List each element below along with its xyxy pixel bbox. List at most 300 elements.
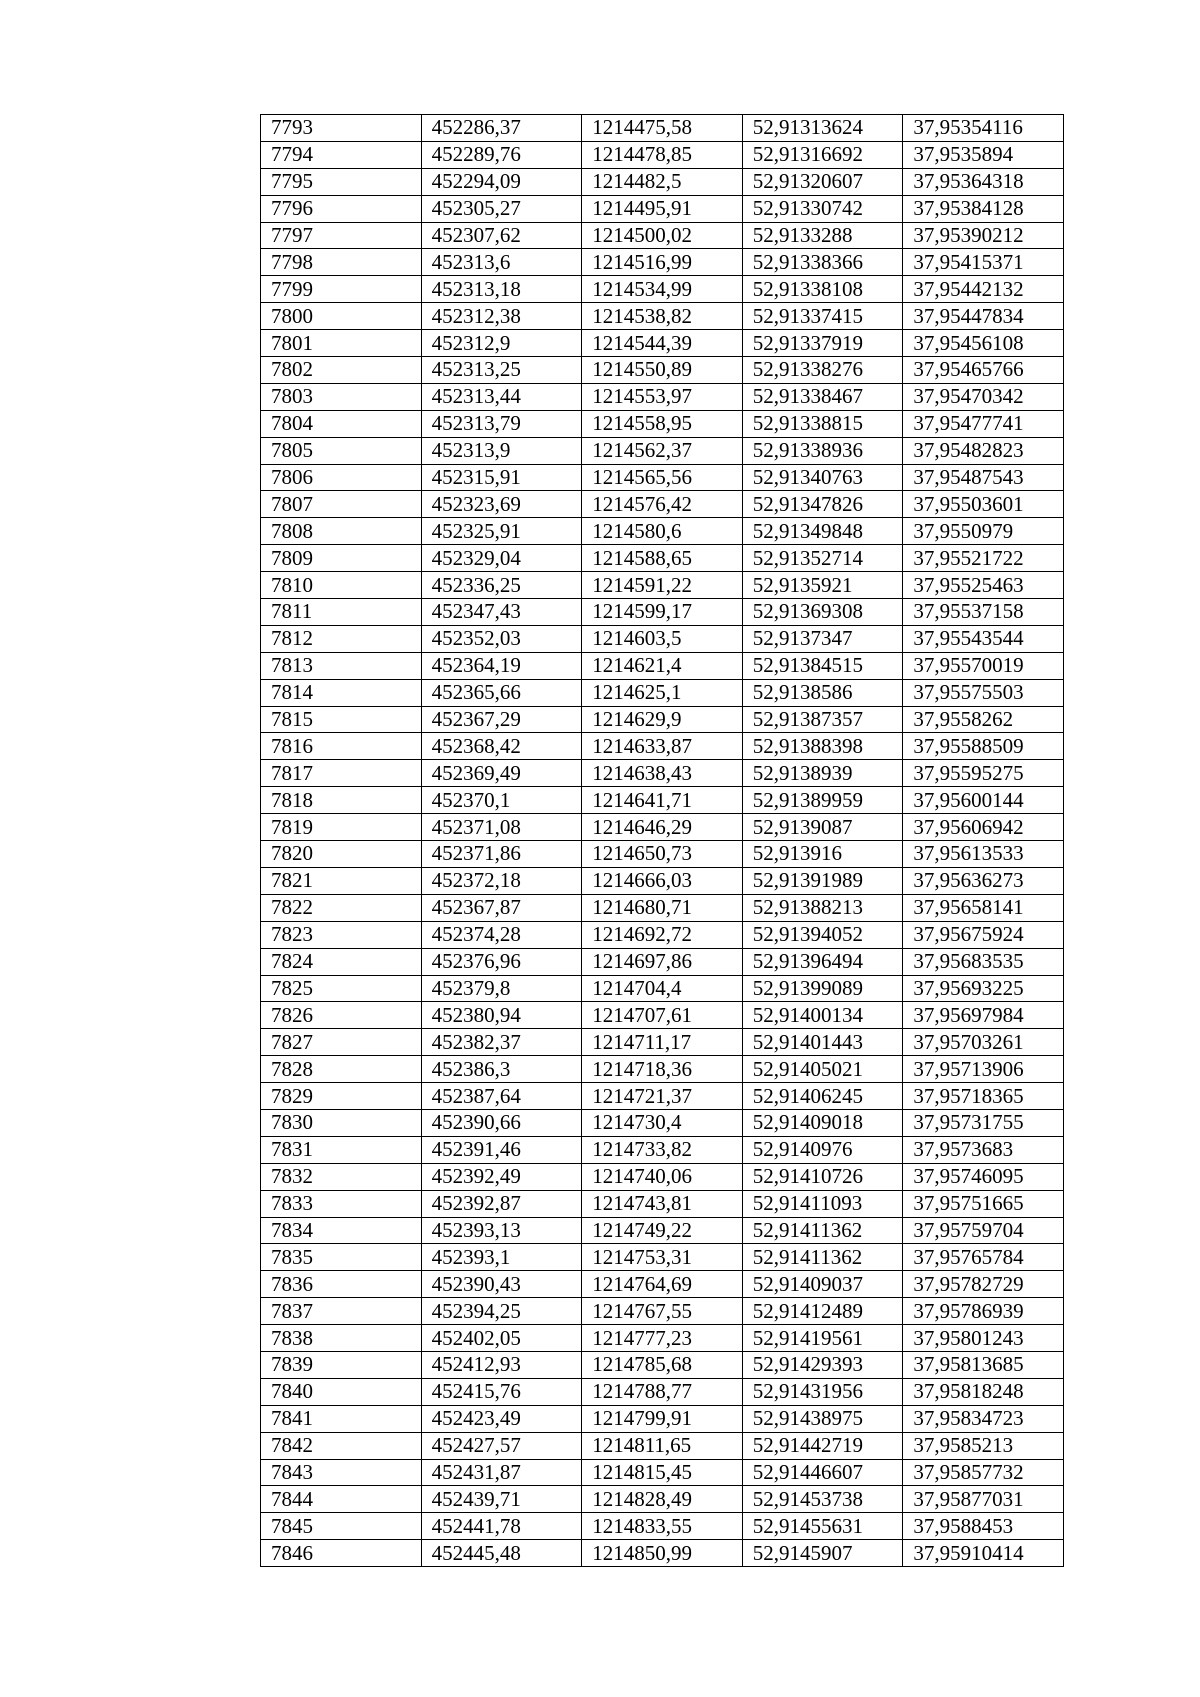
point-number-cell: 7806	[261, 464, 422, 491]
latitude-cell: 52,91384515	[742, 652, 903, 679]
latitude-cell: 52,91388398	[742, 733, 903, 760]
longitude-cell: 37,95521722	[903, 545, 1064, 572]
latitude-cell: 52,91455631	[742, 1513, 903, 1540]
x-coordinate-cell: 452390,43	[421, 1271, 582, 1298]
point-number-cell: 7845	[261, 1513, 422, 1540]
latitude-cell: 52,91337415	[742, 303, 903, 330]
longitude-cell: 37,95364318	[903, 168, 1064, 195]
y-coordinate-cell: 1214576,42	[582, 491, 743, 518]
point-number-cell: 7839	[261, 1351, 422, 1378]
x-coordinate-cell: 452313,18	[421, 276, 582, 303]
longitude-cell: 37,95543544	[903, 625, 1064, 652]
x-coordinate-cell: 452305,27	[421, 195, 582, 222]
y-coordinate-cell: 1214767,55	[582, 1298, 743, 1325]
latitude-cell: 52,9137347	[742, 625, 903, 652]
longitude-cell: 37,9585213	[903, 1432, 1064, 1459]
longitude-cell: 37,95693225	[903, 975, 1064, 1002]
latitude-cell: 52,91442719	[742, 1432, 903, 1459]
latitude-cell: 52,91400134	[742, 1002, 903, 1029]
latitude-cell: 52,91401443	[742, 1029, 903, 1056]
point-number-cell: 7841	[261, 1405, 422, 1432]
x-coordinate-cell: 452376,96	[421, 948, 582, 975]
longitude-cell: 37,95786939	[903, 1298, 1064, 1325]
table-row	[261, 1109, 1064, 1136]
table-row	[261, 115, 1064, 142]
y-coordinate-cell: 1214733,82	[582, 1136, 743, 1163]
point-number-cell: 7794	[261, 141, 422, 168]
table-row	[261, 330, 1064, 357]
longitude-cell: 37,95818248	[903, 1378, 1064, 1405]
y-coordinate-cell: 1214764,69	[582, 1271, 743, 1298]
longitude-cell: 37,95456108	[903, 330, 1064, 357]
latitude-cell: 52,91399089	[742, 975, 903, 1002]
y-coordinate-cell: 1214730,4	[582, 1109, 743, 1136]
latitude-cell: 52,91411093	[742, 1190, 903, 1217]
longitude-cell: 37,95703261	[903, 1029, 1064, 1056]
point-number-cell: 7822	[261, 894, 422, 921]
point-number-cell: 7826	[261, 1002, 422, 1029]
point-number-cell: 7821	[261, 867, 422, 894]
latitude-cell: 52,91396494	[742, 948, 903, 975]
table-row	[261, 1217, 1064, 1244]
latitude-cell: 52,91389959	[742, 787, 903, 814]
point-number-cell: 7804	[261, 410, 422, 437]
x-coordinate-cell: 452423,49	[421, 1405, 582, 1432]
table-row	[261, 195, 1064, 222]
point-number-cell: 7836	[261, 1271, 422, 1298]
y-coordinate-cell: 1214550,89	[582, 357, 743, 384]
table-row	[261, 572, 1064, 599]
latitude-cell: 52,91411362	[742, 1244, 903, 1271]
longitude-cell: 37,95765784	[903, 1244, 1064, 1271]
x-coordinate-cell: 452386,3	[421, 1056, 582, 1083]
x-coordinate-cell: 452390,66	[421, 1109, 582, 1136]
y-coordinate-cell: 1214475,58	[582, 115, 743, 142]
longitude-cell: 37,9535894	[903, 141, 1064, 168]
point-number-cell: 7831	[261, 1136, 422, 1163]
latitude-cell: 52,91409018	[742, 1109, 903, 1136]
x-coordinate-cell: 452412,93	[421, 1351, 582, 1378]
table-row	[261, 652, 1064, 679]
longitude-cell: 37,95718365	[903, 1083, 1064, 1110]
point-number-cell: 7842	[261, 1432, 422, 1459]
y-coordinate-cell: 1214638,43	[582, 760, 743, 787]
x-coordinate-cell: 452387,64	[421, 1083, 582, 1110]
point-number-cell: 7820	[261, 841, 422, 868]
point-number-cell: 7803	[261, 383, 422, 410]
longitude-cell: 37,95390212	[903, 222, 1064, 249]
coordinates-table-body	[261, 115, 1064, 1567]
x-coordinate-cell: 452394,25	[421, 1298, 582, 1325]
x-coordinate-cell: 452371,08	[421, 814, 582, 841]
longitude-cell: 37,9550979	[903, 518, 1064, 545]
y-coordinate-cell: 1214721,37	[582, 1083, 743, 1110]
point-number-cell: 7827	[261, 1029, 422, 1056]
latitude-cell: 52,91394052	[742, 921, 903, 948]
latitude-cell: 52,91338366	[742, 249, 903, 276]
table-row	[261, 1083, 1064, 1110]
y-coordinate-cell: 1214828,49	[582, 1486, 743, 1513]
point-number-cell: 7810	[261, 572, 422, 599]
x-coordinate-cell: 452312,9	[421, 330, 582, 357]
longitude-cell: 37,95487543	[903, 464, 1064, 491]
point-number-cell: 7813	[261, 652, 422, 679]
point-number-cell: 7796	[261, 195, 422, 222]
x-coordinate-cell: 452427,57	[421, 1432, 582, 1459]
longitude-cell: 37,95470342	[903, 383, 1064, 410]
longitude-cell: 37,95834723	[903, 1405, 1064, 1432]
latitude-cell: 52,91338108	[742, 276, 903, 303]
y-coordinate-cell: 1214850,99	[582, 1540, 743, 1567]
table-row	[261, 1298, 1064, 1325]
longitude-cell: 37,95751665	[903, 1190, 1064, 1217]
point-number-cell: 7808	[261, 518, 422, 545]
x-coordinate-cell: 452380,94	[421, 1002, 582, 1029]
x-coordinate-cell: 452313,79	[421, 410, 582, 437]
y-coordinate-cell: 1214629,9	[582, 706, 743, 733]
table-row	[261, 787, 1064, 814]
y-coordinate-cell: 1214633,87	[582, 733, 743, 760]
table-row	[261, 410, 1064, 437]
longitude-cell: 37,95570019	[903, 652, 1064, 679]
x-coordinate-cell: 452402,05	[421, 1325, 582, 1352]
latitude-cell: 52,91453738	[742, 1486, 903, 1513]
table-row	[261, 948, 1064, 975]
table-row	[261, 1244, 1064, 1271]
x-coordinate-cell: 452382,37	[421, 1029, 582, 1056]
x-coordinate-cell: 452369,49	[421, 760, 582, 787]
latitude-cell: 52,9145907	[742, 1540, 903, 1567]
y-coordinate-cell: 1214753,31	[582, 1244, 743, 1271]
latitude-cell: 52,91410726	[742, 1163, 903, 1190]
y-coordinate-cell: 1214558,95	[582, 410, 743, 437]
x-coordinate-cell: 452370,1	[421, 787, 582, 814]
y-coordinate-cell: 1214788,77	[582, 1378, 743, 1405]
x-coordinate-cell: 452313,6	[421, 249, 582, 276]
y-coordinate-cell: 1214777,23	[582, 1325, 743, 1352]
y-coordinate-cell: 1214580,6	[582, 518, 743, 545]
table-row	[261, 1459, 1064, 1486]
x-coordinate-cell: 452445,48	[421, 1540, 582, 1567]
y-coordinate-cell: 1214538,82	[582, 303, 743, 330]
x-coordinate-cell: 452379,8	[421, 975, 582, 1002]
longitude-cell: 37,95595275	[903, 760, 1064, 787]
longitude-cell: 37,95683535	[903, 948, 1064, 975]
longitude-cell: 37,95384128	[903, 195, 1064, 222]
latitude-cell: 52,91388213	[742, 894, 903, 921]
longitude-cell: 37,95759704	[903, 1217, 1064, 1244]
y-coordinate-cell: 1214482,5	[582, 168, 743, 195]
x-coordinate-cell: 452329,04	[421, 545, 582, 572]
table-row	[261, 1271, 1064, 1298]
latitude-cell: 52,91338467	[742, 383, 903, 410]
latitude-cell: 52,91337919	[742, 330, 903, 357]
point-number-cell: 7832	[261, 1163, 422, 1190]
point-number-cell: 7817	[261, 760, 422, 787]
point-number-cell: 7828	[261, 1056, 422, 1083]
table-row	[261, 841, 1064, 868]
latitude-cell: 52,91406245	[742, 1083, 903, 1110]
y-coordinate-cell: 1214621,4	[582, 652, 743, 679]
longitude-cell: 37,9588453	[903, 1513, 1064, 1540]
point-number-cell: 7814	[261, 679, 422, 706]
longitude-cell: 37,9558262	[903, 706, 1064, 733]
point-number-cell: 7834	[261, 1217, 422, 1244]
x-coordinate-cell: 452367,29	[421, 706, 582, 733]
x-coordinate-cell: 452352,03	[421, 625, 582, 652]
longitude-cell: 37,95697984	[903, 1002, 1064, 1029]
longitude-cell: 37,95713906	[903, 1056, 1064, 1083]
x-coordinate-cell: 452371,86	[421, 841, 582, 868]
point-number-cell: 7840	[261, 1378, 422, 1405]
latitude-cell: 52,91338936	[742, 437, 903, 464]
x-coordinate-cell: 452313,25	[421, 357, 582, 384]
table-row	[261, 1351, 1064, 1378]
y-coordinate-cell: 1214495,91	[582, 195, 743, 222]
table-row	[261, 222, 1064, 249]
y-coordinate-cell: 1214749,22	[582, 1217, 743, 1244]
longitude-cell: 37,95636273	[903, 867, 1064, 894]
latitude-cell: 52,9135921	[742, 572, 903, 599]
table-row	[261, 141, 1064, 168]
point-number-cell: 7830	[261, 1109, 422, 1136]
table-row	[261, 1378, 1064, 1405]
latitude-cell: 52,91347826	[742, 491, 903, 518]
longitude-cell: 37,95746095	[903, 1163, 1064, 1190]
latitude-cell: 52,91431956	[742, 1378, 903, 1405]
coordinates-table	[260, 114, 1064, 1567]
longitude-cell: 37,95782729	[903, 1271, 1064, 1298]
point-number-cell: 7797	[261, 222, 422, 249]
y-coordinate-cell: 1214666,03	[582, 867, 743, 894]
longitude-cell: 37,95447834	[903, 303, 1064, 330]
point-number-cell: 7846	[261, 1540, 422, 1567]
latitude-cell: 52,9140976	[742, 1136, 903, 1163]
point-number-cell: 7818	[261, 787, 422, 814]
latitude-cell: 52,91349848	[742, 518, 903, 545]
x-coordinate-cell: 452307,62	[421, 222, 582, 249]
y-coordinate-cell: 1214500,02	[582, 222, 743, 249]
x-coordinate-cell: 452441,78	[421, 1513, 582, 1540]
y-coordinate-cell: 1214833,55	[582, 1513, 743, 1540]
point-number-cell: 7833	[261, 1190, 422, 1217]
longitude-cell: 37,95482823	[903, 437, 1064, 464]
point-number-cell: 7800	[261, 303, 422, 330]
x-coordinate-cell: 452392,49	[421, 1163, 582, 1190]
x-coordinate-cell: 452364,19	[421, 652, 582, 679]
latitude-cell: 52,9138939	[742, 760, 903, 787]
y-coordinate-cell: 1214815,45	[582, 1459, 743, 1486]
point-number-cell: 7798	[261, 249, 422, 276]
x-coordinate-cell: 452313,44	[421, 383, 582, 410]
point-number-cell: 7793	[261, 115, 422, 142]
latitude-cell: 52,91405021	[742, 1056, 903, 1083]
y-coordinate-cell: 1214799,91	[582, 1405, 743, 1432]
y-coordinate-cell: 1214516,99	[582, 249, 743, 276]
table-row	[261, 1513, 1064, 1540]
table-row	[261, 679, 1064, 706]
longitude-cell: 37,95354116	[903, 115, 1064, 142]
table-row	[261, 1029, 1064, 1056]
longitude-cell: 37,95801243	[903, 1325, 1064, 1352]
table-row	[261, 760, 1064, 787]
y-coordinate-cell: 1214599,17	[582, 599, 743, 626]
latitude-cell: 52,91438975	[742, 1405, 903, 1432]
point-number-cell: 7795	[261, 168, 422, 195]
table-row	[261, 867, 1064, 894]
longitude-cell: 37,95910414	[903, 1540, 1064, 1567]
table-row	[261, 706, 1064, 733]
longitude-cell: 37,95675924	[903, 921, 1064, 948]
longitude-cell: 37,95877031	[903, 1486, 1064, 1513]
x-coordinate-cell: 452347,43	[421, 599, 582, 626]
y-coordinate-cell: 1214711,17	[582, 1029, 743, 1056]
latitude-cell: 52,91338815	[742, 410, 903, 437]
latitude-cell: 52,91369308	[742, 599, 903, 626]
latitude-cell: 52,91412489	[742, 1298, 903, 1325]
y-coordinate-cell: 1214603,5	[582, 625, 743, 652]
longitude-cell: 37,95575503	[903, 679, 1064, 706]
table-row	[261, 1432, 1064, 1459]
x-coordinate-cell: 452431,87	[421, 1459, 582, 1486]
point-number-cell: 7835	[261, 1244, 422, 1271]
x-coordinate-cell: 452367,87	[421, 894, 582, 921]
point-number-cell: 7807	[261, 491, 422, 518]
point-number-cell: 7809	[261, 545, 422, 572]
latitude-cell: 52,91313624	[742, 115, 903, 142]
x-coordinate-cell: 452391,46	[421, 1136, 582, 1163]
point-number-cell: 7843	[261, 1459, 422, 1486]
table-row	[261, 518, 1064, 545]
y-coordinate-cell: 1214697,86	[582, 948, 743, 975]
point-number-cell: 7811	[261, 599, 422, 626]
y-coordinate-cell: 1214641,71	[582, 787, 743, 814]
y-coordinate-cell: 1214650,73	[582, 841, 743, 868]
x-coordinate-cell: 452312,38	[421, 303, 582, 330]
table-row	[261, 357, 1064, 384]
y-coordinate-cell: 1214562,37	[582, 437, 743, 464]
y-coordinate-cell: 1214718,36	[582, 1056, 743, 1083]
table-row	[261, 1002, 1064, 1029]
x-coordinate-cell: 452289,76	[421, 141, 582, 168]
point-number-cell: 7819	[261, 814, 422, 841]
x-coordinate-cell: 452393,13	[421, 1217, 582, 1244]
table-row	[261, 437, 1064, 464]
latitude-cell: 52,91330742	[742, 195, 903, 222]
longitude-cell: 37,95658141	[903, 894, 1064, 921]
table-row	[261, 733, 1064, 760]
longitude-cell: 37,95503601	[903, 491, 1064, 518]
y-coordinate-cell: 1214743,81	[582, 1190, 743, 1217]
y-coordinate-cell: 1214478,85	[582, 141, 743, 168]
latitude-cell: 52,91387357	[742, 706, 903, 733]
point-number-cell: 7825	[261, 975, 422, 1002]
y-coordinate-cell: 1214591,22	[582, 572, 743, 599]
x-coordinate-cell: 452374,28	[421, 921, 582, 948]
longitude-cell: 37,95731755	[903, 1109, 1064, 1136]
latitude-cell: 52,9133288	[742, 222, 903, 249]
point-number-cell: 7829	[261, 1083, 422, 1110]
longitude-cell: 37,95588509	[903, 733, 1064, 760]
point-number-cell: 7799	[261, 276, 422, 303]
longitude-cell: 37,95525463	[903, 572, 1064, 599]
table-row	[261, 545, 1064, 572]
x-coordinate-cell: 452365,66	[421, 679, 582, 706]
table-row	[261, 383, 1064, 410]
table-row	[261, 814, 1064, 841]
point-number-cell: 7812	[261, 625, 422, 652]
latitude-cell: 52,91340763	[742, 464, 903, 491]
longitude-cell: 37,95465766	[903, 357, 1064, 384]
table-row	[261, 921, 1064, 948]
latitude-cell: 52,91409037	[742, 1271, 903, 1298]
y-coordinate-cell: 1214588,65	[582, 545, 743, 572]
y-coordinate-cell: 1214553,97	[582, 383, 743, 410]
longitude-cell: 37,95442132	[903, 276, 1064, 303]
point-number-cell: 7805	[261, 437, 422, 464]
longitude-cell: 37,95477741	[903, 410, 1064, 437]
latitude-cell: 52,91419561	[742, 1325, 903, 1352]
latitude-cell: 52,91446607	[742, 1459, 903, 1486]
x-coordinate-cell: 452392,87	[421, 1190, 582, 1217]
longitude-cell: 37,95813685	[903, 1351, 1064, 1378]
table-row	[261, 249, 1064, 276]
latitude-cell: 52,91352714	[742, 545, 903, 572]
x-coordinate-cell: 452415,76	[421, 1378, 582, 1405]
x-coordinate-cell: 452439,71	[421, 1486, 582, 1513]
y-coordinate-cell: 1214625,1	[582, 679, 743, 706]
longitude-cell: 37,95537158	[903, 599, 1064, 626]
x-coordinate-cell: 452323,69	[421, 491, 582, 518]
table-row	[261, 276, 1064, 303]
point-number-cell: 7824	[261, 948, 422, 975]
point-number-cell: 7816	[261, 733, 422, 760]
x-coordinate-cell: 452325,91	[421, 518, 582, 545]
table-row	[261, 303, 1064, 330]
table-row	[261, 1136, 1064, 1163]
latitude-cell: 52,91316692	[742, 141, 903, 168]
point-number-cell: 7801	[261, 330, 422, 357]
y-coordinate-cell: 1214704,4	[582, 975, 743, 1002]
latitude-cell: 52,9138586	[742, 679, 903, 706]
table-row	[261, 1325, 1064, 1352]
table-row	[261, 1056, 1064, 1083]
latitude-cell: 52,91320607	[742, 168, 903, 195]
x-coordinate-cell: 452294,09	[421, 168, 582, 195]
latitude-cell: 52,91338276	[742, 357, 903, 384]
y-coordinate-cell: 1214692,72	[582, 921, 743, 948]
longitude-cell: 37,9573683	[903, 1136, 1064, 1163]
y-coordinate-cell: 1214565,56	[582, 464, 743, 491]
latitude-cell: 52,9139087	[742, 814, 903, 841]
table-row	[261, 1540, 1064, 1567]
longitude-cell: 37,95613533	[903, 841, 1064, 868]
x-coordinate-cell: 452286,37	[421, 115, 582, 142]
point-number-cell: 7815	[261, 706, 422, 733]
table-row	[261, 625, 1064, 652]
latitude-cell: 52,91411362	[742, 1217, 903, 1244]
table-row	[261, 491, 1064, 518]
table-row	[261, 168, 1064, 195]
longitude-cell: 37,95606942	[903, 814, 1064, 841]
table-row	[261, 1190, 1064, 1217]
table-row	[261, 1163, 1064, 1190]
x-coordinate-cell: 452368,42	[421, 733, 582, 760]
x-coordinate-cell: 452393,1	[421, 1244, 582, 1271]
y-coordinate-cell: 1214785,68	[582, 1351, 743, 1378]
table-row	[261, 894, 1064, 921]
table-row	[261, 1405, 1064, 1432]
